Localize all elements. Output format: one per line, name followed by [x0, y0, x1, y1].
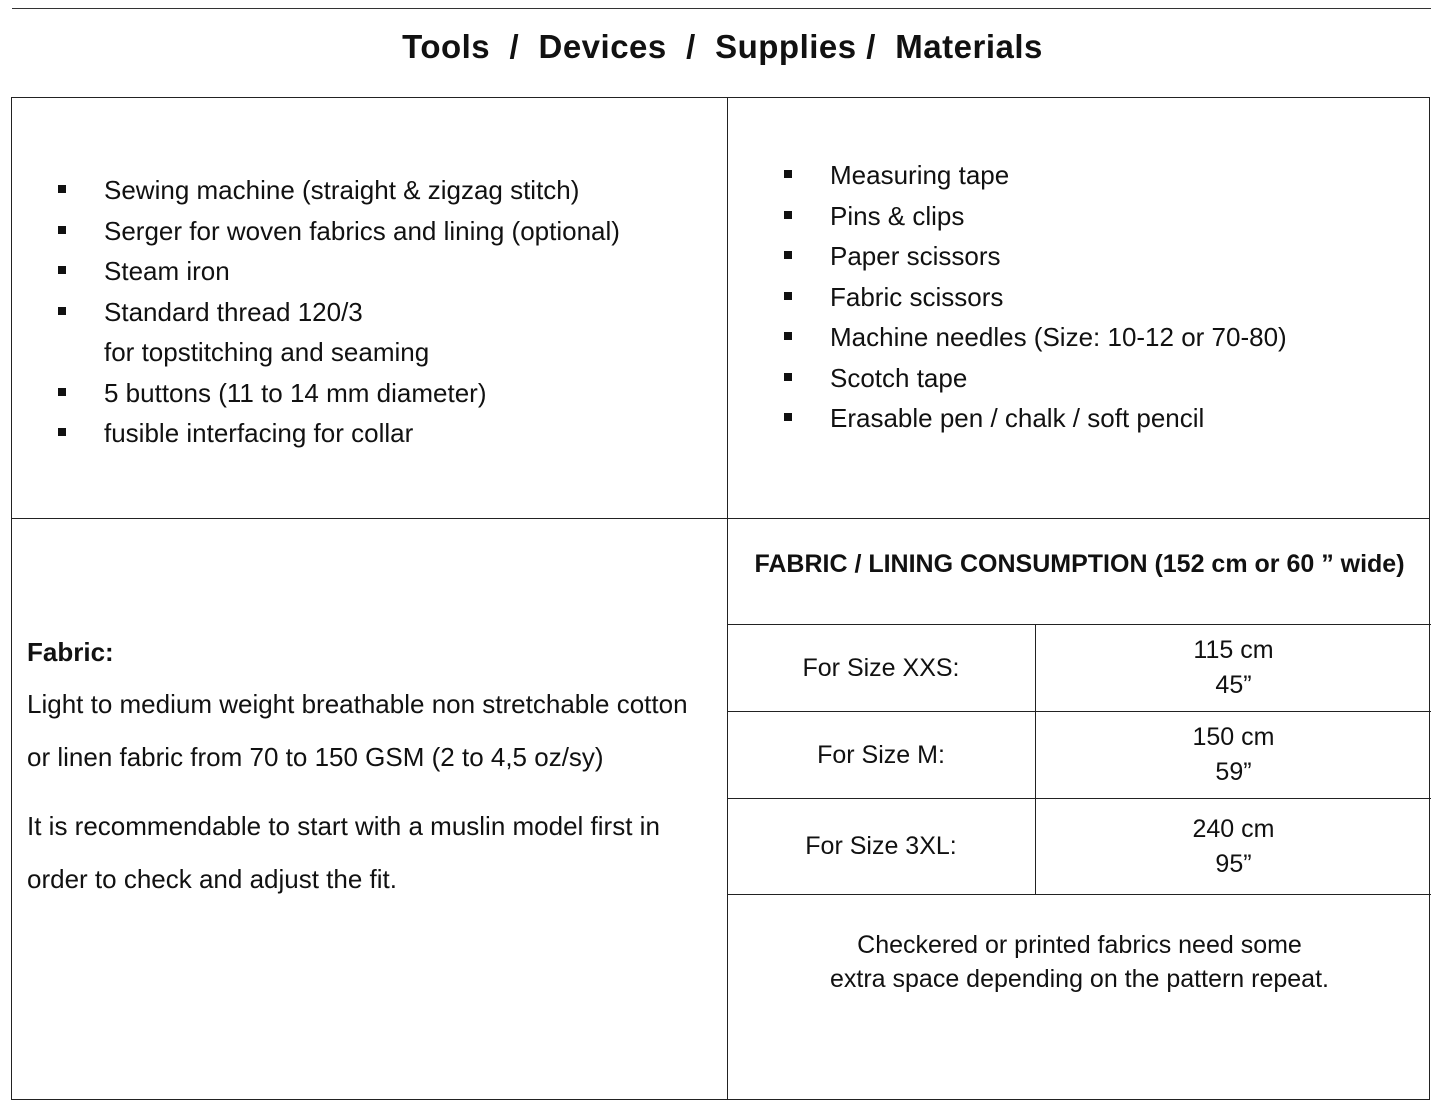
note-line: Checkered or printed fabrics need some — [857, 931, 1302, 959]
square-bullet-icon — [58, 185, 66, 193]
list-item: Erasable pen / chalk / soft pencil — [784, 398, 1287, 439]
square-bullet-icon — [784, 413, 792, 421]
square-bullet-icon — [784, 251, 792, 259]
square-bullet-icon — [58, 388, 66, 396]
amount-cm: 150 cm — [1192, 723, 1275, 751]
square-bullet-icon — [58, 226, 66, 234]
grid-horizontal-divider — [12, 518, 1429, 519]
table-row — [727, 712, 1431, 799]
consumption-table — [727, 624, 1431, 895]
list-item: Measuring tape — [784, 155, 1287, 196]
fabric-description: Light to medium weight breathable non stretchable cotton or linen fabric from 70 to 150 GSM (2 to 4,5 oz/sy) — [27, 689, 688, 772]
list-item-subline: for topstitching and seaming — [104, 337, 430, 367]
size-label: For Size 3XL: — [727, 799, 1036, 895]
size-amount — [1036, 799, 1432, 895]
size-amount — [1036, 712, 1432, 799]
list-item: Serger for woven fabrics and lining (optional) — [58, 211, 620, 252]
list-item: Standard thread 120/3 for topstitching and seaming — [58, 292, 620, 373]
square-bullet-icon — [58, 307, 66, 315]
list-item: Machine needles (Size: 10-12 or 70-80) — [784, 317, 1287, 358]
amount-inch: 95” — [1215, 849, 1252, 878]
square-bullet-icon — [784, 332, 792, 340]
list-item: Sewing machine (straight & zigzag stitch) — [58, 170, 620, 211]
square-bullet-icon — [784, 292, 792, 300]
list-item: Steam iron — [58, 251, 620, 292]
square-bullet-icon — [58, 428, 66, 436]
list-item: Paper scissors — [784, 236, 1287, 277]
square-bullet-icon — [58, 266, 66, 274]
list-item: fusible interfacing for collar — [58, 413, 620, 454]
list-item: Fabric scissors — [784, 277, 1287, 318]
tools-list-right — [784, 155, 1287, 439]
list-item: Scotch tape — [784, 358, 1287, 399]
square-bullet-icon — [784, 211, 792, 219]
pattern-repeat-note — [728, 928, 1431, 996]
amount-inch: 59” — [1215, 758, 1252, 786]
materials-grid — [11, 97, 1430, 1100]
table-row — [727, 625, 1431, 712]
list-item: 5 buttons (11 to 14 mm diameter) — [58, 373, 620, 414]
page-title: Tools / Devices / Supplies / Materials — [402, 28, 1043, 65]
list-item: Pins & clips — [784, 196, 1287, 237]
size-amount — [1036, 625, 1432, 712]
square-bullet-icon — [784, 373, 792, 381]
tools-list-left — [58, 170, 620, 454]
fabric-section — [27, 626, 717, 906]
amount-inch: 45” — [1215, 671, 1252, 699]
size-label: For Size M: — [727, 712, 1036, 799]
fabric-heading: Fabric: — [27, 637, 114, 667]
table-row — [727, 799, 1431, 895]
fabric-recommendation: It is recommendable to start with a muslin model first in order to check and adjust the fit. — [27, 811, 660, 894]
size-label: For Size XXS: — [727, 625, 1036, 712]
amount-cm: 240 cm — [1192, 814, 1275, 843]
square-bullet-icon — [784, 170, 792, 178]
top-rule — [12, 8, 1431, 9]
note-line: extra space depending on the pattern repeat. — [830, 965, 1329, 993]
amount-cm: 115 cm — [1193, 636, 1274, 664]
consumption-heading: FABRIC / LINING CONSUMPTION (152 cm or 60 ” wide) — [754, 550, 1405, 578]
